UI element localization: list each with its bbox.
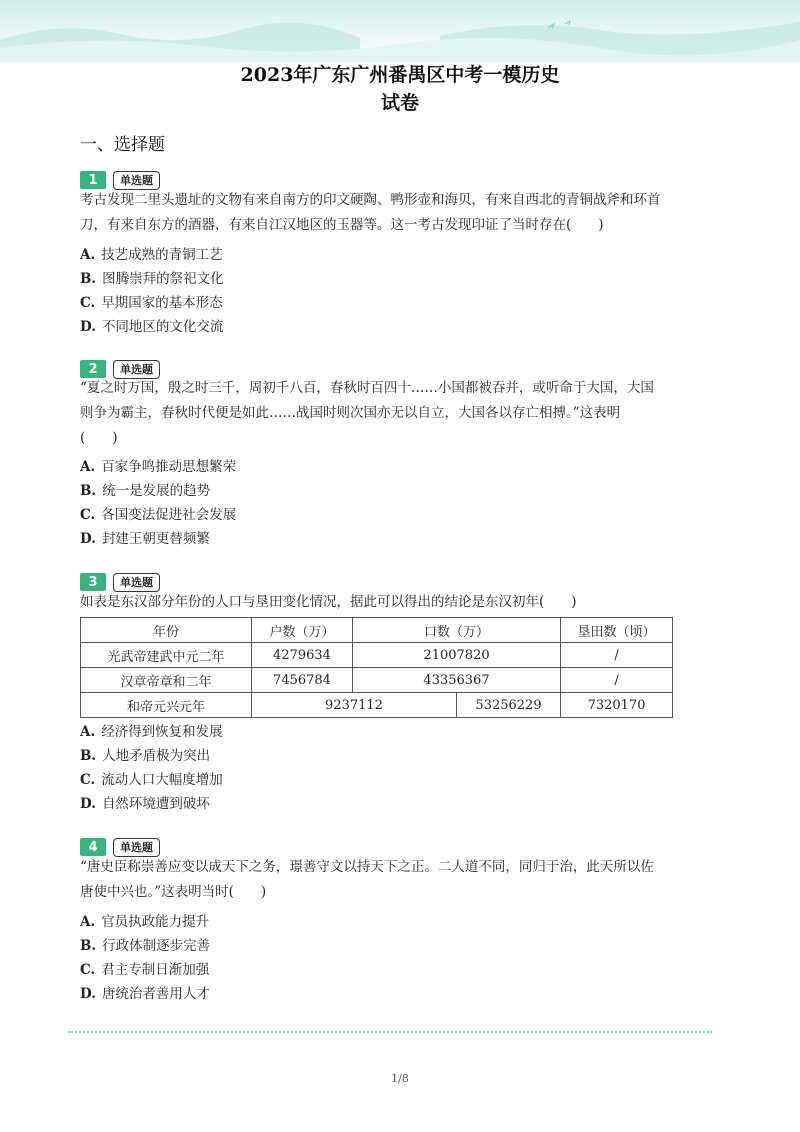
- stem-line: 考古发现二里头遗址的文物有来自南方的印文硬陶、鸭形壶和海贝，有来自西北的青铜战斧和环首: [80, 192, 661, 208]
- table-cell: /: [561, 668, 673, 693]
- question-1-option-c[interactable]: C. 早期国家的基本形态: [80, 295, 223, 311]
- question-1-stem: [80, 188, 720, 238]
- question-3-option-c[interactable]: C. 流动人口大幅度增加: [80, 772, 223, 788]
- question-1-option-d[interactable]: D. 不同地区的文化交流: [80, 319, 224, 335]
- question-4-header: [80, 837, 160, 857]
- question-number-badge: 1: [80, 171, 106, 189]
- table-row: [81, 668, 673, 693]
- table-cell: 和帝元兴元年: [81, 693, 252, 718]
- question-3-option-d[interactable]: D. 自然环境遭到破坏: [80, 796, 210, 812]
- document-title-line2: 试卷: [380, 92, 419, 114]
- population-farmland-table: [80, 617, 673, 718]
- question-1-header: [80, 170, 160, 190]
- table-cell: 9237112: [252, 693, 457, 718]
- table-cell: 7320170: [561, 693, 673, 718]
- table-header-row: [81, 618, 673, 643]
- table-header-cell: 年份: [81, 618, 252, 643]
- question-number-badge: 3: [80, 573, 106, 591]
- question-2-stem: [80, 376, 720, 451]
- question-2-option-c[interactable]: C. 各国变法促进社会发展: [80, 507, 237, 523]
- question-4-stem: [80, 855, 720, 905]
- table-row: [81, 643, 673, 668]
- question-2-option-d[interactable]: D. 封建王朝更替频繁: [80, 531, 210, 547]
- footer-dotted-divider: [68, 1031, 712, 1033]
- table-cell: 4279634: [252, 643, 353, 668]
- question-2-option-b[interactable]: B. 统一是发展的趋势: [80, 483, 211, 499]
- question-type-tag: 单选题: [113, 838, 160, 857]
- table-header-cell: 垦田数（顷）: [561, 618, 673, 643]
- stem-line: 如表是东汉部分年份的人口与垦田变化情况，据此可以得出的结论是东汉初年( ): [80, 594, 577, 610]
- question-1-option-a[interactable]: A. 技艺成熟的青铜工艺: [80, 247, 223, 263]
- question-4-option-a[interactable]: A. 官员执政能力提升: [80, 914, 210, 930]
- section-heading: 一、选择题: [80, 135, 165, 155]
- table-cell: 53256229: [457, 693, 561, 718]
- table-cell: 7456784: [252, 668, 353, 693]
- table-cell: 21007820: [353, 643, 561, 668]
- table-cell: 汉章帝章和二年: [81, 668, 252, 693]
- question-type-tag: 单选题: [113, 573, 160, 592]
- question-4-option-c[interactable]: C. 君主专制日渐加强: [80, 962, 210, 978]
- page-number: 1/8: [391, 1072, 409, 1085]
- stem-line: ( ): [80, 430, 118, 446]
- table-cell: /: [561, 643, 673, 668]
- stem-line: 唐使中兴也。”这表明当时( ): [80, 884, 267, 900]
- stem-line: 则争为霸主，春秋时代便是如此……战国时则次国亦无以自立，大国各以存亡相搏。”这表明: [80, 405, 621, 421]
- mountain-wave-decoration: [0, 0, 800, 62]
- question-3-header: [80, 572, 160, 592]
- table-header-cell: 口数（万）: [353, 618, 561, 643]
- question-3-option-a[interactable]: A. 经济得到恢复和发展: [80, 724, 223, 740]
- document-title-line1: 2023年广东广州番禺区中考一模历史: [240, 64, 560, 86]
- header-banner: [0, 0, 800, 62]
- question-4-option-d[interactable]: D. 唐统治者善用人才: [80, 986, 210, 1002]
- question-type-tag: 单选题: [113, 171, 160, 190]
- question-2-option-a[interactable]: A. 百家争鸣推动思想繁荣: [80, 459, 237, 475]
- question-3-stem: [80, 590, 720, 615]
- question-1-option-b[interactable]: B. 图腾崇拜的祭祀文化: [80, 271, 224, 287]
- question-3-option-b[interactable]: B. 人地矛盾极为突出: [80, 748, 211, 764]
- table-row: [81, 693, 673, 718]
- table-cell: 43356367: [353, 668, 561, 693]
- question-number-badge: 4: [80, 838, 106, 856]
- table-cell: 光武帝建武中元二年: [81, 643, 252, 668]
- stem-line: “夏之时万国，殷之时三千，周初千八百，春秋时百四十……小国都被吞并，或听命于大国，大国: [80, 380, 654, 396]
- question-type-tag: 单选题: [113, 360, 160, 379]
- stem-line: 刀，有来自东方的酒器，有来自江汉地区的玉器等。这一考古发现印证了当时存在( ): [80, 217, 604, 233]
- question-4-option-b[interactable]: B. 行政体制逐步完善: [80, 938, 211, 954]
- table-header-cell: 户数（万）: [252, 618, 353, 643]
- stem-line: “唐史臣称崇善应变以成天下之务，璟善守文以持天下之正。二人道不同，同归于治，此天所以佐: [80, 859, 654, 875]
- question-number-badge: 2: [80, 360, 106, 378]
